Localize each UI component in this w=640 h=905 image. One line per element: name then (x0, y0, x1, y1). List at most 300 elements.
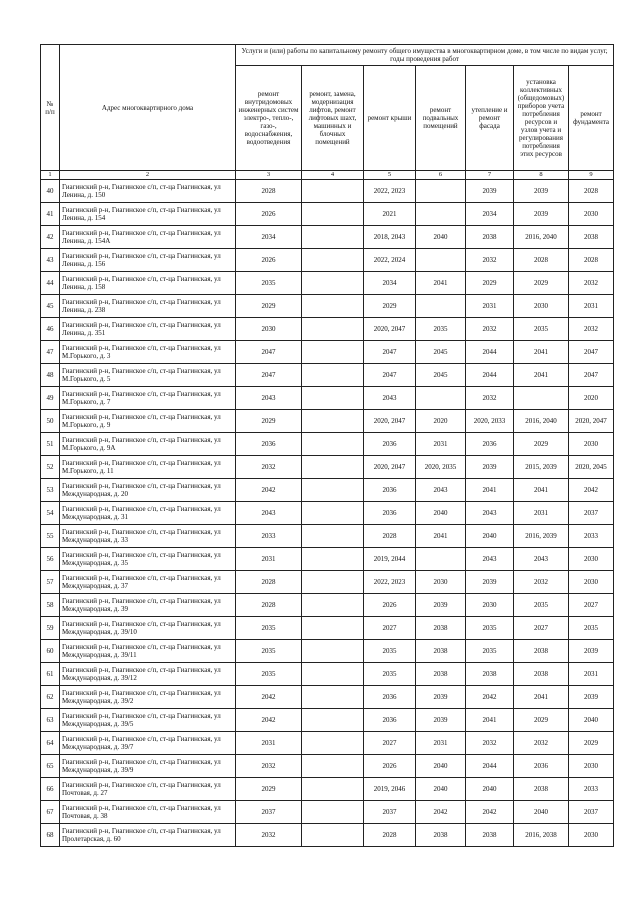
engineering-systems-year: 2043 (236, 387, 302, 410)
basement-repair-year: 2045 (416, 341, 466, 364)
address-cell: Гиагинский р-н, Гиагинское с/п, ст-ца Гиагинская, ул Ленина, д. 238 (60, 295, 236, 318)
table-row (41, 640, 614, 663)
elevator-repair-year (302, 272, 364, 295)
roof-repair-year: 2027 (364, 732, 416, 755)
basement-repair-year (416, 387, 466, 410)
table-row (41, 249, 614, 272)
column-number-3: 3 (236, 171, 302, 180)
metering-devices-year: 2032 (514, 571, 569, 594)
foundation-repair-year: 2037 (569, 502, 614, 525)
engineering-systems-year: 2030 (236, 318, 302, 341)
roof-repair-year: 2036 (364, 502, 416, 525)
table-row (41, 824, 614, 847)
metering-devices-year: 2016, 2038 (514, 824, 569, 847)
address-cell: Гиагинский р-н, Гиагинское с/п, ст-ца Гиагинская, ул Международная, д. 20 (60, 479, 236, 502)
foundation-repair-year: 2038 (569, 226, 614, 249)
table-row (41, 203, 614, 226)
basement-repair-year (416, 180, 466, 203)
roof-repair-year: 2047 (364, 341, 416, 364)
foundation-repair-year: 2020, 2045 (569, 456, 614, 479)
roof-repair-year: 2026 (364, 594, 416, 617)
row-number: 62 (41, 686, 60, 709)
facade-repair-year: 2032 (466, 387, 514, 410)
row-number: 40 (41, 180, 60, 203)
engineering-systems-year: 2047 (236, 364, 302, 387)
facade-repair-year: 2042 (466, 686, 514, 709)
row-number: 64 (41, 732, 60, 755)
roof-repair-year: 2020, 2047 (364, 318, 416, 341)
header-row-number: № п/п (41, 45, 60, 171)
foundation-repair-year: 2047 (569, 364, 614, 387)
column-number-2: 2 (60, 171, 236, 180)
foundation-repair-year: 2042 (569, 479, 614, 502)
metering-devices-year: 2041 (514, 341, 569, 364)
repair-schedule-sheet (40, 44, 613, 847)
facade-repair-year: 2038 (466, 226, 514, 249)
address-cell: Гиагинский р-н, Гиагинское с/п, ст-ца Гиагинская, ул Почтовая, д. 38 (60, 801, 236, 824)
table-row (41, 295, 614, 318)
basement-repair-year: 2038 (416, 617, 466, 640)
foundation-repair-year: 2032 (569, 318, 614, 341)
engineering-systems-year: 2032 (236, 456, 302, 479)
table-row (41, 686, 614, 709)
foundation-repair-year: 2030 (569, 203, 614, 226)
address-cell: Гиагинский р-н, Гиагинское с/п, ст-ца Гиагинская, ул Международная, д. 39/5 (60, 709, 236, 732)
roof-repair-year: 2021 (364, 203, 416, 226)
facade-repair-year: 2034 (466, 203, 514, 226)
row-number: 52 (41, 456, 60, 479)
roof-repair-year: 2037 (364, 801, 416, 824)
basement-repair-year: 2040 (416, 502, 466, 525)
roof-repair-year: 2027 (364, 617, 416, 640)
engineering-systems-year: 2042 (236, 686, 302, 709)
row-number: 54 (41, 502, 60, 525)
roof-repair-year: 2035 (364, 640, 416, 663)
foundation-repair-year: 2030 (569, 548, 614, 571)
row-number: 63 (41, 709, 60, 732)
table-row (41, 364, 614, 387)
foundation-repair-year: 2032 (569, 272, 614, 295)
engineering-systems-year: 2029 (236, 410, 302, 433)
row-number: 61 (41, 663, 60, 686)
address-cell: Гиагинский р-н, Гиагинское с/п, ст-ца Гиагинская, ул М.Горького, д. 9А (60, 433, 236, 456)
elevator-repair-year (302, 249, 364, 272)
address-cell: Гиагинский р-н, Гиагинское с/п, ст-ца Гиагинская, ул Ленина, д. 351 (60, 318, 236, 341)
address-cell: Гиагинский р-н, Гиагинское с/п, ст-ца Гиагинская, ул М.Горького, д. 7 (60, 387, 236, 410)
facade-repair-year: 2035 (466, 640, 514, 663)
column-number-7: 7 (466, 171, 514, 180)
table-row (41, 318, 614, 341)
facade-repair-year: 2043 (466, 502, 514, 525)
metering-devices-year: 2029 (514, 272, 569, 295)
roof-repair-year: 2036 (364, 433, 416, 456)
elevator-repair-year (302, 180, 364, 203)
column-number-8: 8 (514, 171, 569, 180)
foundation-repair-year: 2031 (569, 663, 614, 686)
address-cell: Гиагинский р-н, Гиагинское с/п, ст-ца Гиагинская, ул Ленина, д. 154 (60, 203, 236, 226)
metering-devices-year: 2035 (514, 594, 569, 617)
row-number: 68 (41, 824, 60, 847)
roof-repair-year: 2028 (364, 525, 416, 548)
elevator-repair-year (302, 594, 364, 617)
address-cell: Гиагинский р-н, Гиагинское с/п, ст-ца Гиагинская, ул Ленина, д. 150 (60, 180, 236, 203)
engineering-systems-year: 2035 (236, 272, 302, 295)
elevator-repair-year (302, 318, 364, 341)
address-cell: Гиагинский р-н, Гиагинское с/п, ст-ца Гиагинская, ул Ленина, д. 156 (60, 249, 236, 272)
elevator-repair-year (302, 732, 364, 755)
roof-repair-year: 2018, 2043 (364, 226, 416, 249)
address-cell: Гиагинский р-н, Гиагинское с/п, ст-ца Гиагинская, ул М.Горького, д. 3 (60, 341, 236, 364)
row-number: 51 (41, 433, 60, 456)
metering-devices-year: 2038 (514, 640, 569, 663)
address-cell: Гиагинский р-н, Гиагинское с/п, ст-ца Гиагинская, ул Международная, д. 39/12 (60, 663, 236, 686)
metering-devices-year: 2016, 2040 (514, 410, 569, 433)
engineering-systems-year: 2029 (236, 778, 302, 801)
column-number-6: 6 (416, 171, 466, 180)
metering-devices-year: 2028 (514, 249, 569, 272)
foundation-repair-year: 2031 (569, 295, 614, 318)
foundation-repair-year: 2020 (569, 387, 614, 410)
basement-repair-year: 2038 (416, 824, 466, 847)
row-number: 59 (41, 617, 60, 640)
address-cell: Гиагинский р-н, Гиагинское с/п, ст-ца Гиагинская, ул Международная, д. 31 (60, 502, 236, 525)
row-number: 56 (41, 548, 60, 571)
facade-repair-year: 2020, 2033 (466, 410, 514, 433)
metering-devices-year: 2038 (514, 663, 569, 686)
basement-repair-year: 2040 (416, 778, 466, 801)
engineering-systems-year: 2034 (236, 226, 302, 249)
engineering-systems-year: 2037 (236, 801, 302, 824)
row-number: 47 (41, 341, 60, 364)
header-col-4: ремонт, замена, модернизация лифтов, ремонт лифтовых шахт, машинных и блочных помещений (302, 66, 364, 171)
table-row (41, 341, 614, 364)
foundation-repair-year: 2028 (569, 249, 614, 272)
metering-devices-year: 2041 (514, 479, 569, 502)
foundation-repair-year: 2027 (569, 594, 614, 617)
address-cell: Гиагинский р-н, Гиагинское с/п, ст-ца Гиагинская, ул М.Горького, д. 5 (60, 364, 236, 387)
table-row (41, 571, 614, 594)
row-number: 49 (41, 387, 60, 410)
elevator-repair-year (302, 203, 364, 226)
roof-repair-year: 2019, 2046 (364, 778, 416, 801)
engineering-systems-year: 2032 (236, 755, 302, 778)
facade-repair-year: 2039 (466, 571, 514, 594)
header-col-3: ремонт внутридомовых инженерных систем электро-, тепло-, газо-, водоснабжения, водоотведения (236, 66, 302, 171)
facade-repair-year: 2041 (466, 709, 514, 732)
elevator-repair-year (302, 755, 364, 778)
table-row (41, 502, 614, 525)
facade-repair-year: 2032 (466, 318, 514, 341)
facade-repair-year: 2042 (466, 801, 514, 824)
metering-devices-year: 2040 (514, 801, 569, 824)
elevator-repair-year (302, 341, 364, 364)
metering-devices-year: 2016, 2040 (514, 226, 569, 249)
table-row (41, 180, 614, 203)
row-number: 55 (41, 525, 60, 548)
engineering-systems-year: 2031 (236, 732, 302, 755)
facade-repair-year: 2035 (466, 617, 514, 640)
basement-repair-year (416, 249, 466, 272)
metering-devices-year: 2035 (514, 318, 569, 341)
foundation-repair-year: 2030 (569, 755, 614, 778)
roof-repair-year: 2022, 2023 (364, 180, 416, 203)
elevator-repair-year (302, 640, 364, 663)
table-row (41, 548, 614, 571)
address-cell: Гиагинский р-н, Гиагинское с/п, ст-ца Гиагинская, ул Международная, д. 35 (60, 548, 236, 571)
roof-repair-year: 2022, 2023 (364, 571, 416, 594)
header-address: Адрес многоквартирного дома (60, 45, 236, 171)
engineering-systems-year: 2035 (236, 663, 302, 686)
header-works-group: Услуги и (или) работы по капитальному ремонту общего имущества в многоквартирном доме, в том числе по видам услуг, годы проведения работ (236, 45, 614, 66)
elevator-repair-year (302, 433, 364, 456)
facade-repair-year: 2040 (466, 525, 514, 548)
elevator-repair-year (302, 364, 364, 387)
foundation-repair-year: 2033 (569, 778, 614, 801)
basement-repair-year: 2043 (416, 479, 466, 502)
table-row (41, 525, 614, 548)
elevator-repair-year (302, 778, 364, 801)
metering-devices-year: 2027 (514, 617, 569, 640)
facade-repair-year: 2039 (466, 180, 514, 203)
facade-repair-year: 2044 (466, 341, 514, 364)
foundation-repair-year: 2040 (569, 709, 614, 732)
metering-devices-year: 2038 (514, 778, 569, 801)
elevator-repair-year (302, 686, 364, 709)
basement-repair-year: 2030 (416, 571, 466, 594)
elevator-repair-year (302, 824, 364, 847)
address-cell: Гиагинский р-н, Гиагинское с/п, ст-ца Гиагинская, ул Международная, д. 33 (60, 525, 236, 548)
metering-devices-year: 2039 (514, 180, 569, 203)
address-cell: Гиагинский р-н, Гиагинское с/п, ст-ца Гиагинская, ул Международная, д. 37 (60, 571, 236, 594)
engineering-systems-year: 2026 (236, 203, 302, 226)
elevator-repair-year (302, 226, 364, 249)
table-row (41, 732, 614, 755)
basement-repair-year: 2041 (416, 525, 466, 548)
facade-repair-year: 2030 (466, 594, 514, 617)
row-number: 58 (41, 594, 60, 617)
table-row (41, 410, 614, 433)
facade-repair-year: 2039 (466, 456, 514, 479)
foundation-repair-year: 2037 (569, 801, 614, 824)
table-row (41, 433, 614, 456)
engineering-systems-year: 2043 (236, 502, 302, 525)
basement-repair-year: 2039 (416, 594, 466, 617)
address-cell: Гиагинский р-н, Гиагинское с/п, ст-ца Гиагинская, ул Международная, д. 39/10 (60, 617, 236, 640)
table-row (41, 479, 614, 502)
row-number: 67 (41, 801, 60, 824)
roof-repair-year: 2036 (364, 686, 416, 709)
metering-devices-year: 2015, 2039 (514, 456, 569, 479)
basement-repair-year: 2038 (416, 640, 466, 663)
metering-devices-year: 2029 (514, 709, 569, 732)
facade-repair-year: 2029 (466, 272, 514, 295)
facade-repair-year: 2041 (466, 479, 514, 502)
metering-devices-year: 2029 (514, 433, 569, 456)
column-number-1: 1 (41, 171, 60, 180)
metering-devices-year: 2039 (514, 203, 569, 226)
address-cell: Гиагинский р-н, Гиагинское с/п, ст-ца Гиагинская, ул Международная, д. 39 (60, 594, 236, 617)
foundation-repair-year: 2020, 2047 (569, 410, 614, 433)
foundation-repair-year: 2030 (569, 571, 614, 594)
elevator-repair-year (302, 410, 364, 433)
elevator-repair-year (302, 709, 364, 732)
row-number: 65 (41, 755, 60, 778)
address-cell: Гиагинский р-н, Гиагинское с/п, ст-ца Гиагинская, ул Почтовая, д. 27 (60, 778, 236, 801)
metering-devices-year: 2041 (514, 686, 569, 709)
elevator-repair-year (302, 663, 364, 686)
foundation-repair-year: 2039 (569, 686, 614, 709)
basement-repair-year: 2038 (416, 663, 466, 686)
basement-repair-year (416, 203, 466, 226)
row-number: 42 (41, 226, 60, 249)
basement-repair-year: 2039 (416, 709, 466, 732)
basement-repair-year (416, 295, 466, 318)
table-row (41, 226, 614, 249)
metering-devices-year: 2032 (514, 732, 569, 755)
metering-devices-year: 2016, 2039 (514, 525, 569, 548)
engineering-systems-year: 2028 (236, 571, 302, 594)
engineering-systems-year: 2035 (236, 640, 302, 663)
repair-schedule-table (40, 44, 614, 847)
engineering-systems-year: 2042 (236, 479, 302, 502)
address-cell: Гиагинский р-н, Гиагинское с/п, ст-ца Гиагинская, ул Ленина, д. 154А (60, 226, 236, 249)
basement-repair-year: 2040 (416, 755, 466, 778)
elevator-repair-year (302, 502, 364, 525)
foundation-repair-year: 2030 (569, 433, 614, 456)
facade-repair-year: 2043 (466, 548, 514, 571)
engineering-systems-year: 2036 (236, 433, 302, 456)
foundation-repair-year: 2029 (569, 732, 614, 755)
engineering-systems-year: 2035 (236, 617, 302, 640)
table-row (41, 272, 614, 295)
facade-repair-year: 2044 (466, 755, 514, 778)
engineering-systems-year: 2042 (236, 709, 302, 732)
row-number: 60 (41, 640, 60, 663)
table-row (41, 709, 614, 732)
facade-repair-year: 2031 (466, 295, 514, 318)
header-col-5: ремонт крыши (364, 66, 416, 171)
roof-repair-year: 2026 (364, 755, 416, 778)
engineering-systems-year: 2032 (236, 824, 302, 847)
row-number: 53 (41, 479, 60, 502)
row-number: 43 (41, 249, 60, 272)
elevator-repair-year (302, 479, 364, 502)
facade-repair-year: 2038 (466, 663, 514, 686)
metering-devices-year: 2041 (514, 364, 569, 387)
basement-repair-year: 2039 (416, 686, 466, 709)
table-row (41, 663, 614, 686)
roof-repair-year: 2022, 2024 (364, 249, 416, 272)
column-number-4: 4 (302, 171, 364, 180)
address-cell: Гиагинский р-н, Гиагинское с/п, ст-ца Гиагинская, ул Международная, д. 39/11 (60, 640, 236, 663)
table-row (41, 755, 614, 778)
roof-repair-year: 2020, 2047 (364, 456, 416, 479)
address-cell: Гиагинский р-н, Гиагинское с/п, ст-ца Гиагинская, ул Международная, д. 39/2 (60, 686, 236, 709)
basement-repair-year: 2031 (416, 732, 466, 755)
elevator-repair-year (302, 617, 364, 640)
row-number: 57 (41, 571, 60, 594)
foundation-repair-year: 2047 (569, 341, 614, 364)
address-cell: Гиагинский р-н, Гиагинское с/п, ст-ца Гиагинская, ул Ленина, д. 158 (60, 272, 236, 295)
elevator-repair-year (302, 525, 364, 548)
basement-repair-year: 2041 (416, 272, 466, 295)
elevator-repair-year (302, 548, 364, 571)
address-cell: Гиагинский р-н, Гиагинское с/п, ст-ца Гиагинская, ул Международная, д. 39/7 (60, 732, 236, 755)
engineering-systems-year: 2028 (236, 180, 302, 203)
roof-repair-year: 2035 (364, 663, 416, 686)
table-row (41, 387, 614, 410)
address-cell: Гиагинский р-н, Гиагинское с/п, ст-ца Гиагинская, ул М.Горького, д. 11 (60, 456, 236, 479)
elevator-repair-year (302, 571, 364, 594)
basement-repair-year: 2045 (416, 364, 466, 387)
basement-repair-year: 2031 (416, 433, 466, 456)
row-number: 48 (41, 364, 60, 387)
address-cell: Гиагинский р-н, Гиагинское с/п, ст-ца Гиагинская, ул Пролетарская, д. 60 (60, 824, 236, 847)
table-row (41, 778, 614, 801)
header-col-9: ремонт фундамента (569, 66, 614, 171)
basement-repair-year: 2020, 2035 (416, 456, 466, 479)
foundation-repair-year: 2030 (569, 824, 614, 847)
foundation-repair-year: 2035 (569, 617, 614, 640)
elevator-repair-year (302, 295, 364, 318)
table-row (41, 617, 614, 640)
roof-repair-year: 2047 (364, 364, 416, 387)
roof-repair-year: 2028 (364, 824, 416, 847)
column-number-9: 9 (569, 171, 614, 180)
engineering-systems-year: 2031 (236, 548, 302, 571)
engineering-systems-year: 2026 (236, 249, 302, 272)
table-row (41, 594, 614, 617)
row-number: 41 (41, 203, 60, 226)
table-row (41, 801, 614, 824)
address-cell: Гиагинский р-н, Гиагинское с/п, ст-ца Гиагинская, ул Международная, д. 39/9 (60, 755, 236, 778)
row-number: 44 (41, 272, 60, 295)
row-number: 45 (41, 295, 60, 318)
table-row (41, 456, 614, 479)
roof-repair-year: 2034 (364, 272, 416, 295)
metering-devices-year: 2043 (514, 548, 569, 571)
engineering-systems-year: 2033 (236, 525, 302, 548)
basement-repair-year: 2042 (416, 801, 466, 824)
elevator-repair-year (302, 387, 364, 410)
row-number: 46 (41, 318, 60, 341)
basement-repair-year: 2035 (416, 318, 466, 341)
facade-repair-year: 2044 (466, 364, 514, 387)
basement-repair-year: 2020 (416, 410, 466, 433)
header-col-8: установка коллективных (общедомовых) приборов учета потребления ресурсов и узлов учета и регулирования потребления этих ресурсов (514, 66, 569, 171)
row-number: 66 (41, 778, 60, 801)
facade-repair-year: 2032 (466, 732, 514, 755)
facade-repair-year: 2038 (466, 824, 514, 847)
facade-repair-year: 2032 (466, 249, 514, 272)
facade-repair-year: 2040 (466, 778, 514, 801)
engineering-systems-year: 2028 (236, 594, 302, 617)
row-number: 50 (41, 410, 60, 433)
address-cell: Гиагинский р-н, Гиагинское с/п, ст-ца Гиагинская, ул М.Горького, д. 9 (60, 410, 236, 433)
foundation-repair-year: 2039 (569, 640, 614, 663)
header-col-7: утепление и ремонт фасада (466, 66, 514, 171)
roof-repair-year: 2029 (364, 295, 416, 318)
roof-repair-year: 2036 (364, 709, 416, 732)
foundation-repair-year: 2028 (569, 180, 614, 203)
foundation-repair-year: 2033 (569, 525, 614, 548)
metering-devices-year: 2036 (514, 755, 569, 778)
basement-repair-year (416, 548, 466, 571)
column-number-5: 5 (364, 171, 416, 180)
roof-repair-year: 2019, 2044 (364, 548, 416, 571)
roof-repair-year: 2020, 2047 (364, 410, 416, 433)
facade-repair-year: 2036 (466, 433, 514, 456)
